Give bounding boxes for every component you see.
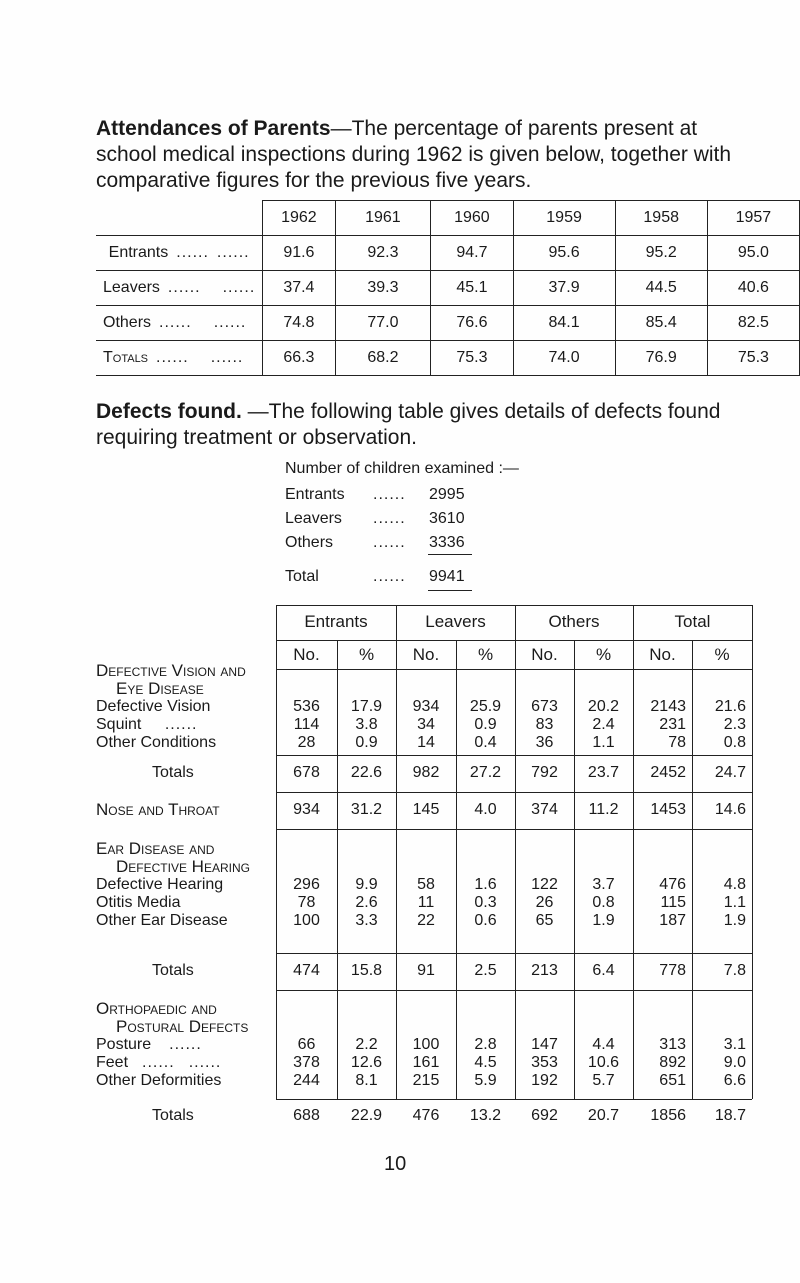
page: Attendances of Parents—The percentage of parents present at school medical inspections during 1962 is given below, together with comparative figures for the previous five years. 1962 1961 1960 1959 1958 1957 Entrants ...... ...... 91.6 92.3 94.7 95.6 95.2 95.0 Leavers ...... ...... 37.4 39.3 45.1 37.9 44.5 40.6 Others ...... ...... 74.8 77.0 76.6 84.1 85.4 82.5 Totals ...... ...... 66.3 68.2 75.3 74.0 76.9 75.3 Defects found. —The following table gives details of defects found requiring treatment or observation. Number of children examined :— Entrants ...... 2995 Leavers ...... 3610 Others ...... 3336 Total ...... 9941 Entrants Leavers Others Total No. % No. % No. % No. % Defective Vision and Eye Disease Defective Vision 536 17.9 934 25.9 673 20.2 2143 21.6 Squint ...... 114 3.8 34 0.9 83 2.4 231 2.3 Other Conditions 28 0.9 14 0.4 36 1.1 78 0.8 Totals 678 22.6 982 27.2 792 23.7 2452 24.7 Nose and Throat 934 31.2 145 4.0 374 11.2 1453 14.6 Ear Disease and Defective Hearing Defective Hearing 296 9.9 58 1.6 122 3.7 476 4.8 Otitis Media 78 2.6 11 0.3 26 0.8 115 1.1 Other Ear Disease 100 3.3 22 0.6 65 1.9 187 1.9 Totals 474 15.8 91 2.5 213 6.4 778 7.8 Orthopaedic and Postural Defects Posture ...... 66 2.2 100 2.8 147 4.4 313 3.1 Feet ...... ...... 378 12.6 161 4.5 353 10.6 892 9.0 Other Deformities 244 8.1 215 5.9 192 5.7 651 6.6 Totals 688 22.9 476 13.2 692 20.7 1856 18.7 10 bbox=[0, 0, 800, 1283]
attendance-row bbox=[96, 306, 800, 341]
value-cell: 74.0 bbox=[513, 341, 615, 376]
value-cell: 5.7 bbox=[592, 1072, 615, 1089]
year-header: 1961 bbox=[335, 201, 431, 236]
total-cell: 20.7 bbox=[587, 1107, 620, 1124]
examined-heading: Number of children examined :— bbox=[285, 460, 519, 477]
value-cell: 2.6 bbox=[355, 894, 378, 911]
group-header: Leavers bbox=[425, 612, 486, 631]
row-rule bbox=[276, 953, 752, 954]
total-cell: 2452 bbox=[650, 764, 686, 781]
section-title: Ear Disease and bbox=[96, 839, 215, 858]
value-cell: 6.6 bbox=[723, 1072, 746, 1089]
value-cell: 100 bbox=[412, 1036, 440, 1053]
value-cell: 44.5 bbox=[615, 271, 707, 306]
value-cell: 82.5 bbox=[707, 306, 799, 341]
value-cell: 651 bbox=[659, 1072, 686, 1089]
value-cell: 2.3 bbox=[723, 716, 746, 733]
value-cell: 21.6 bbox=[714, 698, 746, 715]
year-header: 1958 bbox=[615, 201, 707, 236]
value-cell: 1.1 bbox=[592, 734, 615, 751]
value-cell: 37.9 bbox=[513, 271, 615, 306]
value-cell: 4.8 bbox=[723, 876, 746, 893]
row-label: Other Ear Disease bbox=[96, 912, 228, 929]
value-cell: 8.1 bbox=[355, 1072, 378, 1089]
value-cell: 3.7 bbox=[592, 876, 615, 893]
value-cell: 296 bbox=[293, 876, 320, 893]
column-rule bbox=[633, 605, 634, 1099]
value-cell: 0.3 bbox=[474, 894, 497, 911]
value-cell: 2143 bbox=[650, 698, 686, 715]
value-cell: 1453 bbox=[650, 801, 686, 818]
value-cell: 5.9 bbox=[474, 1072, 497, 1089]
value-cell: 12.6 bbox=[350, 1054, 383, 1071]
value-cell: 11 bbox=[417, 894, 435, 911]
row-label: Posture ...... bbox=[96, 1036, 202, 1053]
value-cell: 187 bbox=[659, 912, 686, 929]
value-cell: 31.2 bbox=[350, 801, 383, 818]
row-label: Other Conditions bbox=[96, 734, 217, 751]
total-cell: 2.5 bbox=[474, 962, 497, 979]
no-header: No. bbox=[412, 645, 440, 664]
value-cell: 161 bbox=[412, 1054, 440, 1071]
value-cell: 45.1 bbox=[431, 271, 513, 306]
row-rule bbox=[276, 669, 752, 670]
section-title: Defective Vision and bbox=[96, 661, 246, 680]
value-cell: 76.6 bbox=[431, 306, 513, 341]
value-cell: 3.1 bbox=[723, 1036, 746, 1053]
totals-label: Totals bbox=[152, 1107, 194, 1124]
section-title: Nose and Throat bbox=[96, 800, 220, 819]
value-cell: 66 bbox=[297, 1036, 316, 1053]
total-cell: 792 bbox=[531, 764, 558, 781]
total-cell: 476 bbox=[412, 1107, 440, 1124]
defects-heading: Defects found. bbox=[96, 400, 242, 423]
value-cell: 0.9 bbox=[355, 734, 378, 751]
value-cell: 78 bbox=[668, 734, 686, 751]
no-header: No. bbox=[531, 645, 558, 664]
year-header: 1960 bbox=[431, 201, 513, 236]
value-cell: 20.2 bbox=[587, 698, 620, 715]
value-cell: 313 bbox=[659, 1036, 686, 1053]
value-cell: 1.9 bbox=[723, 912, 746, 929]
total-cell: 688 bbox=[293, 1107, 320, 1124]
no-header: No. bbox=[293, 645, 320, 664]
attendance-text: —The percentage of parents present at school medical inspections during 1962 is given below, together with comparative figures for the previous five years. bbox=[96, 117, 732, 192]
section-title: Postural Defects bbox=[116, 1017, 249, 1036]
attendance-header-row bbox=[96, 201, 800, 236]
total-cell: 13.2 bbox=[469, 1107, 502, 1124]
value-cell: 66.3 bbox=[263, 341, 335, 376]
total-cell: 18.7 bbox=[714, 1107, 746, 1124]
row-rule bbox=[276, 605, 752, 606]
row-label: Defective Vision bbox=[96, 698, 211, 715]
value-cell: 92.3 bbox=[335, 236, 431, 271]
value-cell: 68.2 bbox=[335, 341, 431, 376]
value-cell: 100 bbox=[293, 912, 320, 929]
value-cell: 892 bbox=[659, 1054, 686, 1071]
value-cell: 3.3 bbox=[355, 912, 378, 929]
total-cell: 6.4 bbox=[592, 962, 615, 979]
total-cell: 474 bbox=[293, 962, 320, 979]
pct-header: % bbox=[714, 645, 730, 664]
value-cell: 22 bbox=[417, 912, 435, 929]
value-cell: 2.4 bbox=[592, 716, 615, 733]
section-title: Eye Disease bbox=[116, 679, 204, 698]
total-cell: 15.8 bbox=[350, 962, 383, 979]
row-label: Feet ...... ...... bbox=[96, 1054, 222, 1071]
row-label: Defective Hearing bbox=[96, 876, 224, 893]
value-cell: 3.8 bbox=[355, 716, 378, 733]
totals-label: Totals bbox=[152, 764, 194, 781]
row-label: Leavers ...... ...... bbox=[96, 271, 263, 306]
value-cell: 74.8 bbox=[263, 306, 335, 341]
year-header: 1962 bbox=[263, 201, 335, 236]
pct-header: % bbox=[595, 645, 612, 664]
section-title: Orthopaedic and bbox=[96, 999, 217, 1018]
value-cell: 0.8 bbox=[592, 894, 615, 911]
value-cell: 9.9 bbox=[355, 876, 378, 893]
section-title: Defective Hearing bbox=[116, 857, 250, 876]
value-cell: 934 bbox=[293, 801, 320, 818]
value-cell: 36 bbox=[535, 734, 554, 751]
value-cell: 115 bbox=[660, 894, 686, 911]
row-label: Other Deformities bbox=[96, 1072, 222, 1089]
attendance-table bbox=[96, 200, 800, 376]
totals-label: Totals bbox=[152, 962, 194, 979]
attendance-paragraph bbox=[96, 116, 746, 194]
value-cell: 58 bbox=[417, 876, 435, 893]
total-cell: 213 bbox=[531, 962, 558, 979]
no-header: No. bbox=[649, 645, 676, 664]
attendance-totals-row bbox=[96, 341, 800, 376]
row-label: Totals ...... ...... bbox=[96, 341, 263, 376]
group-header: Entrants bbox=[304, 612, 368, 631]
column-rule bbox=[396, 605, 397, 1099]
attendance-row bbox=[96, 271, 800, 306]
value-cell: 65 bbox=[535, 912, 554, 929]
value-cell: 0.4 bbox=[474, 734, 497, 751]
total-cell: 7.8 bbox=[723, 962, 746, 979]
value-cell: 4.5 bbox=[474, 1054, 497, 1071]
defects-paragraph bbox=[96, 399, 746, 451]
value-cell: 28 bbox=[297, 734, 316, 751]
value-cell: 374 bbox=[531, 801, 558, 818]
total-cell: 22.6 bbox=[350, 764, 383, 781]
total-cell: 678 bbox=[293, 764, 320, 781]
value-cell: 378 bbox=[293, 1054, 320, 1071]
value-cell: 17.9 bbox=[350, 698, 383, 715]
value-cell: 145 bbox=[412, 801, 440, 818]
value-cell: 934 bbox=[412, 698, 440, 715]
group-header: Others bbox=[548, 612, 600, 631]
value-cell: 1.1 bbox=[723, 894, 746, 911]
value-cell: 39.3 bbox=[335, 271, 431, 306]
value-cell: 95.0 bbox=[707, 236, 799, 271]
value-cell: 192 bbox=[531, 1072, 558, 1089]
value-cell: 11.2 bbox=[588, 801, 619, 818]
value-cell: 122 bbox=[531, 876, 558, 893]
total-cell: 22.9 bbox=[350, 1107, 383, 1124]
total-cell: 23.7 bbox=[587, 764, 620, 781]
group-header: Total bbox=[674, 612, 711, 631]
row-rule bbox=[276, 792, 752, 793]
row-label: Entrants ...... ...... bbox=[96, 236, 263, 271]
value-cell: 2.2 bbox=[355, 1036, 378, 1053]
value-cell: 95.6 bbox=[513, 236, 615, 271]
row-rule bbox=[276, 990, 752, 991]
row-label: Otitis Media bbox=[96, 894, 181, 911]
total-cell: 24.7 bbox=[714, 764, 746, 781]
column-rule bbox=[276, 605, 277, 1099]
sum-rule bbox=[428, 590, 472, 591]
value-cell: 536 bbox=[293, 698, 320, 715]
value-cell: 34 bbox=[417, 716, 435, 733]
pct-header: % bbox=[477, 645, 494, 664]
value-cell: 1.6 bbox=[474, 876, 497, 893]
row-rule bbox=[276, 755, 752, 756]
value-cell: 14 bbox=[417, 734, 435, 751]
row-rule bbox=[276, 640, 752, 641]
value-cell: 244 bbox=[293, 1072, 320, 1089]
value-cell: 37.4 bbox=[263, 271, 335, 306]
sum-rule bbox=[428, 554, 472, 555]
value-cell: 215 bbox=[412, 1072, 440, 1089]
value-cell: 75.3 bbox=[707, 341, 799, 376]
column-rule bbox=[752, 605, 753, 1099]
value-cell: 114 bbox=[293, 716, 320, 733]
value-cell: 10.6 bbox=[587, 1054, 620, 1071]
total-cell: 91 bbox=[417, 962, 435, 979]
row-label: Others ...... ...... bbox=[96, 306, 263, 341]
value-cell: 84.1 bbox=[513, 306, 615, 341]
value-cell: 2.8 bbox=[474, 1036, 497, 1053]
value-cell: 94.7 bbox=[431, 236, 513, 271]
value-cell: 0.8 bbox=[723, 734, 746, 751]
page-number: 10 bbox=[384, 1153, 407, 1175]
year-header: 1957 bbox=[707, 201, 799, 236]
attendance-row bbox=[96, 236, 800, 271]
value-cell: 0.9 bbox=[474, 716, 497, 733]
row-label: Squint ...... bbox=[96, 716, 198, 733]
value-cell: 9.0 bbox=[723, 1054, 746, 1071]
value-cell: 0.6 bbox=[474, 912, 497, 929]
pct-header: % bbox=[358, 645, 375, 664]
value-cell: 76.9 bbox=[615, 341, 707, 376]
total-cell: 1856 bbox=[650, 1107, 686, 1124]
value-cell: 78 bbox=[297, 894, 316, 911]
row-rule bbox=[276, 829, 752, 830]
value-cell: 14.6 bbox=[714, 801, 746, 818]
value-cell: 353 bbox=[531, 1054, 558, 1071]
value-cell: 4.0 bbox=[474, 801, 497, 818]
year-header: 1959 bbox=[513, 201, 615, 236]
value-cell: 75.3 bbox=[431, 341, 513, 376]
column-rule bbox=[515, 605, 516, 1099]
value-cell: 476 bbox=[659, 876, 686, 893]
value-cell: 231 bbox=[659, 716, 686, 733]
value-cell: 25.9 bbox=[469, 698, 502, 715]
value-cell: 40.6 bbox=[707, 271, 799, 306]
value-cell: 85.4 bbox=[615, 306, 707, 341]
total-cell: 27.2 bbox=[469, 764, 502, 781]
value-cell: 147 bbox=[531, 1036, 558, 1053]
row-rule bbox=[276, 1099, 752, 1100]
value-cell: 83 bbox=[535, 716, 554, 733]
total-cell: 692 bbox=[531, 1107, 558, 1124]
value-cell: 77.0 bbox=[335, 306, 431, 341]
value-cell: 4.4 bbox=[592, 1036, 615, 1053]
defects-text: —The following table gives details of defects found requiring treatment or observation. bbox=[96, 400, 721, 449]
total-cell: 982 bbox=[412, 764, 440, 781]
value-cell: 1.9 bbox=[592, 912, 615, 929]
total-cell: 778 bbox=[659, 962, 686, 979]
value-cell: 673 bbox=[531, 698, 558, 715]
attendance-heading: Attendances of Parents bbox=[96, 117, 331, 140]
value-cell: 95.2 bbox=[615, 236, 707, 271]
value-cell: 26 bbox=[535, 894, 554, 911]
value-cell: 91.6 bbox=[263, 236, 335, 271]
